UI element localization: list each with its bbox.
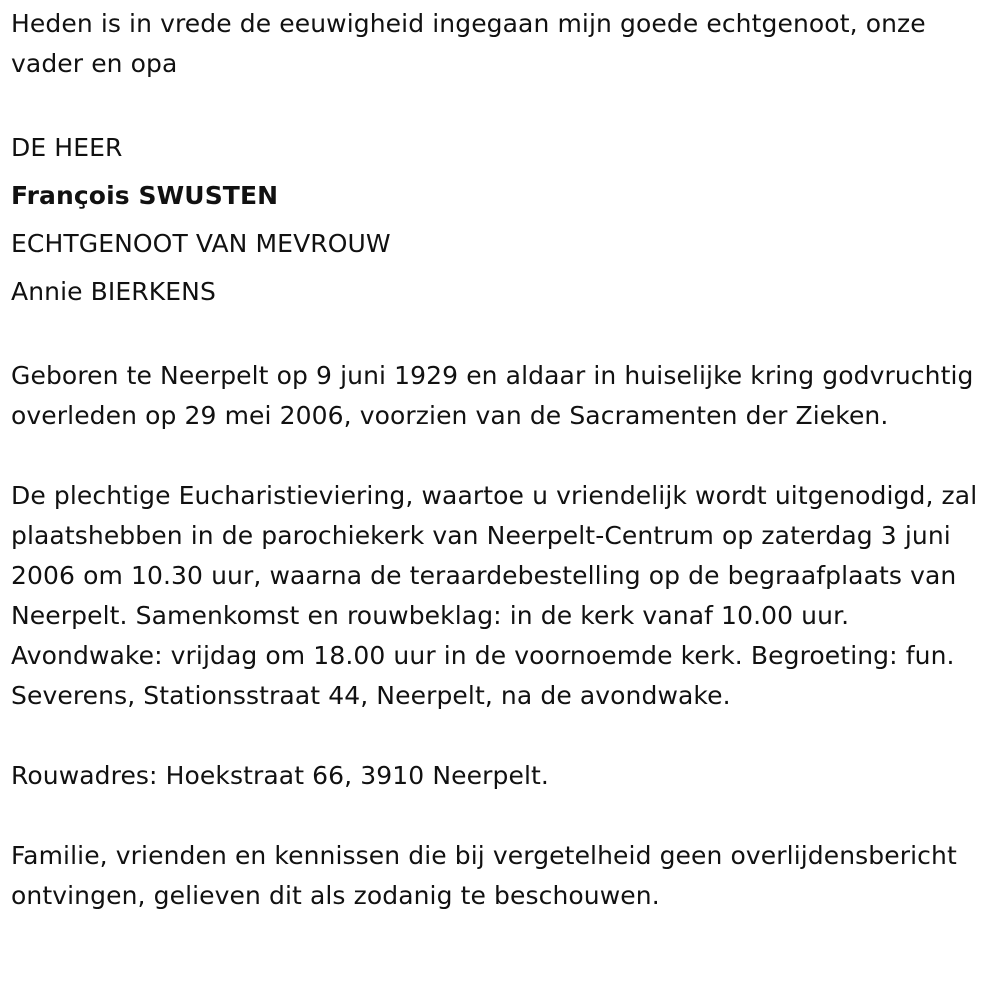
intro-paragraph: Heden is in vrede de eeuwigheid ingegaan mijn goede echtgenoot, onze vader en opa xyxy=(11,9,926,78)
mourning-address: Rouwadres: Hoekstraat 66, 3910 Neerpelt. xyxy=(11,761,549,790)
birth-death-paragraph: Geboren te Neerpelt op 9 juni 1929 en aldaar in huiselijke kring godvruchtig overleden op 29 mei 2006, voorzien van de Sacramenten der Zieken. xyxy=(11,361,974,430)
spouse-name: Annie BIERKENS xyxy=(11,277,216,306)
ceremony-paragraph: De plechtige Eucharistieviering, waartoe u vriendelijk wordt uitgenodigd, zal plaatshebben in de parochiekerk van Neerpelt-Centrum op zaterdag 3 juni 2006 om 10.30 uur, waarna de teraardebestelling op de begraafplaats van Neerpelt. Samenkomst en rouwbeklag: in de kerk vanaf 10.00 uur. Avondwake: vrijdag om 18.00 uur in de voornoemde kerk. Begroeting: fun. Severens, Stationsstraat 44, Neerpelt, na de avondwake. xyxy=(11,481,978,710)
deceased-name: François SWUSTEN xyxy=(11,181,279,210)
deceased-header xyxy=(11,124,996,316)
obituary-document xyxy=(11,4,996,916)
closing-paragraph: Familie, vrienden en kennissen die bij vergetelheid geen overlijdensbericht ontvingen, gelieven dit als zodanig te beschouwen. xyxy=(11,841,957,910)
salutation: DE HEER xyxy=(11,133,123,162)
spouse-label: ECHTGENOOT VAN MEVROUW xyxy=(11,229,391,258)
